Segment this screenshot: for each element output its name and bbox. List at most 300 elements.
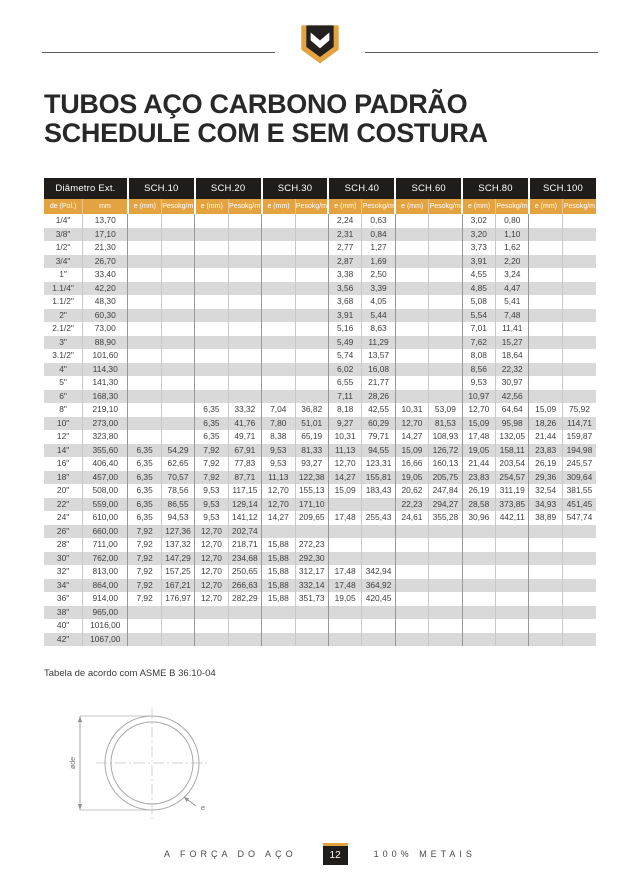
cell bbox=[128, 255, 161, 269]
cell bbox=[228, 241, 261, 255]
cell: 7,92 bbox=[195, 457, 228, 471]
cell bbox=[195, 309, 228, 323]
cell: 8,18 bbox=[328, 403, 361, 417]
cell bbox=[195, 390, 228, 404]
cell bbox=[128, 349, 161, 363]
cell: 965,00 bbox=[83, 606, 128, 620]
cell bbox=[529, 228, 562, 242]
cell: 312,17 bbox=[295, 565, 328, 579]
cell: 12,70 bbox=[195, 525, 228, 539]
cell: 21,44 bbox=[462, 457, 495, 471]
cell bbox=[562, 336, 596, 350]
cell: 3/4" bbox=[55, 255, 71, 266]
cell bbox=[195, 295, 228, 309]
cell bbox=[295, 376, 328, 390]
cell: 219,10 bbox=[83, 403, 128, 417]
cell bbox=[295, 322, 328, 336]
cell bbox=[228, 268, 261, 282]
cell bbox=[161, 228, 194, 242]
cell: 78,56 bbox=[161, 484, 194, 498]
cell bbox=[295, 214, 328, 228]
cell: 88,90 bbox=[83, 336, 128, 350]
cell: 4,05 bbox=[362, 295, 395, 309]
cell: 3,56 bbox=[328, 282, 361, 296]
cell: 62,65 bbox=[161, 457, 194, 471]
cell bbox=[529, 565, 562, 579]
cell: 8,08 bbox=[462, 349, 495, 363]
cell bbox=[529, 376, 562, 390]
cell bbox=[395, 241, 428, 255]
cell bbox=[195, 376, 228, 390]
cell: 141,12 bbox=[228, 511, 261, 525]
cell: 23,83 bbox=[529, 444, 562, 458]
cell: 1.1/2" bbox=[52, 296, 74, 306]
cell: 126,72 bbox=[429, 444, 462, 458]
cell: 273,00 bbox=[83, 417, 128, 431]
table-row bbox=[44, 214, 596, 228]
divider-left bbox=[42, 52, 275, 53]
cell: 309,64 bbox=[562, 471, 596, 485]
cell: 24,61 bbox=[395, 511, 428, 525]
cell: 28,58 bbox=[462, 498, 495, 512]
cell: 81,53 bbox=[429, 417, 462, 431]
cell: 6,35 bbox=[195, 403, 228, 417]
cell bbox=[262, 295, 295, 309]
cell: 86,55 bbox=[161, 498, 194, 512]
cell bbox=[395, 579, 428, 593]
cell: 6,35 bbox=[195, 430, 228, 444]
cell bbox=[262, 282, 295, 296]
cell: 65,19 bbox=[295, 430, 328, 444]
cell bbox=[562, 390, 596, 404]
cell bbox=[529, 322, 562, 336]
cell bbox=[562, 376, 596, 390]
cell: 36,82 bbox=[295, 403, 328, 417]
cell bbox=[529, 633, 562, 647]
sub-header: e (mm) bbox=[462, 199, 495, 214]
cell bbox=[328, 633, 361, 647]
cell: 245,57 bbox=[562, 457, 596, 471]
cell bbox=[395, 228, 428, 242]
cell bbox=[161, 295, 194, 309]
cell: 7,92 bbox=[128, 538, 161, 552]
cell: 21,44 bbox=[529, 430, 562, 444]
cell bbox=[295, 268, 328, 282]
cell: 26,70 bbox=[83, 255, 128, 269]
cell: 147,29 bbox=[161, 552, 194, 566]
cell: 6,02 bbox=[328, 363, 361, 377]
cell bbox=[562, 606, 596, 620]
cell: 6,35 bbox=[128, 444, 161, 458]
cell: 19,05 bbox=[328, 592, 361, 606]
cell: 3,20 bbox=[462, 228, 495, 242]
cell bbox=[195, 282, 228, 296]
cell: 813,00 bbox=[83, 565, 128, 579]
cell bbox=[395, 282, 428, 296]
sub-header: mm bbox=[83, 199, 128, 214]
table-row bbox=[44, 619, 596, 633]
cell bbox=[395, 349, 428, 363]
cell: 81,33 bbox=[295, 444, 328, 458]
cell: 4,85 bbox=[462, 282, 495, 296]
cell: 14,27 bbox=[262, 511, 295, 525]
cell: 22,32 bbox=[496, 363, 529, 377]
cell bbox=[195, 228, 228, 242]
cell bbox=[462, 565, 495, 579]
cell: 203,54 bbox=[496, 457, 529, 471]
cell bbox=[562, 349, 596, 363]
cell: 7,04 bbox=[262, 403, 295, 417]
cell bbox=[395, 336, 428, 350]
cell bbox=[395, 268, 428, 282]
cell bbox=[228, 228, 261, 242]
cell bbox=[562, 268, 596, 282]
cell: 1067,00 bbox=[83, 633, 128, 647]
cell: 0,84 bbox=[362, 228, 395, 242]
cell bbox=[562, 241, 596, 255]
table-row bbox=[44, 606, 596, 620]
cell: 54,29 bbox=[161, 444, 194, 458]
cell: 10,31 bbox=[395, 403, 428, 417]
schedule-table bbox=[44, 178, 596, 646]
cell: 442,11 bbox=[496, 511, 529, 525]
diameter-dimension-label: øde bbox=[70, 756, 77, 770]
sub-header-row bbox=[44, 199, 596, 214]
footer-slogan-left: A FORÇA DO AÇO bbox=[164, 849, 297, 859]
thickness-leader-label: e bbox=[201, 805, 205, 812]
cell bbox=[529, 525, 562, 539]
cell bbox=[529, 363, 562, 377]
sub-header: e (mm) bbox=[328, 199, 361, 214]
cell bbox=[228, 349, 261, 363]
cell: 36" bbox=[56, 593, 70, 603]
cell bbox=[295, 525, 328, 539]
cell: 21,30 bbox=[83, 241, 128, 255]
cell bbox=[295, 255, 328, 269]
cell bbox=[262, 363, 295, 377]
cell: 7,92 bbox=[128, 579, 161, 593]
cell: 3,91 bbox=[328, 309, 361, 323]
cell: 64,64 bbox=[496, 403, 529, 417]
cell: 137,32 bbox=[161, 538, 194, 552]
cell bbox=[295, 619, 328, 633]
metais-shield-logo-icon bbox=[297, 14, 343, 74]
cell: 6,35 bbox=[128, 471, 161, 485]
page-number-badge: 12 bbox=[323, 843, 348, 865]
cell: 2" bbox=[59, 309, 67, 320]
cell: 7,92 bbox=[128, 565, 161, 579]
cell bbox=[562, 525, 596, 539]
cell bbox=[262, 309, 295, 323]
cell: 51,01 bbox=[295, 417, 328, 431]
cell: 87,71 bbox=[228, 471, 261, 485]
cell bbox=[496, 525, 529, 539]
cell bbox=[228, 363, 261, 377]
cell: 183,43 bbox=[362, 484, 395, 498]
cell bbox=[195, 606, 228, 620]
cell bbox=[562, 552, 596, 566]
cell: 15,88 bbox=[262, 579, 295, 593]
cell: 547,74 bbox=[562, 511, 596, 525]
group-header: SCH.30 bbox=[262, 178, 329, 199]
cell: 2,31 bbox=[328, 228, 361, 242]
cell: 32,54 bbox=[529, 484, 562, 498]
cell: 34,93 bbox=[529, 498, 562, 512]
table-row bbox=[44, 430, 596, 444]
cell bbox=[128, 606, 161, 620]
table-row bbox=[44, 336, 596, 350]
cell: 250,65 bbox=[228, 565, 261, 579]
cell: 3,38 bbox=[328, 268, 361, 282]
cell bbox=[161, 390, 194, 404]
page-title-line1: TUBOS AÇO CARBONO PADRÃO bbox=[44, 89, 468, 119]
cell: 42,56 bbox=[496, 390, 529, 404]
cell bbox=[262, 228, 295, 242]
cell: 2.1/2" bbox=[52, 323, 74, 333]
group-header: SCH.10 bbox=[128, 178, 195, 199]
cell: 123,31 bbox=[362, 457, 395, 471]
cell: 6,55 bbox=[328, 376, 361, 390]
cell: 202,74 bbox=[228, 525, 261, 539]
cell: 8,38 bbox=[262, 430, 295, 444]
table-row bbox=[44, 255, 596, 269]
cell: 7,01 bbox=[462, 322, 495, 336]
cell bbox=[562, 565, 596, 579]
cell bbox=[161, 309, 194, 323]
group-header: SCH.100 bbox=[529, 178, 596, 199]
cell: 18,26 bbox=[529, 417, 562, 431]
cell bbox=[195, 268, 228, 282]
cell: 79,71 bbox=[362, 430, 395, 444]
cell: 1" bbox=[59, 269, 67, 279]
cell bbox=[529, 349, 562, 363]
cell bbox=[328, 606, 361, 620]
cell: 3/8" bbox=[55, 228, 71, 239]
cell bbox=[395, 606, 428, 620]
table-row bbox=[44, 471, 596, 485]
cell: 114,30 bbox=[83, 363, 128, 377]
cell bbox=[161, 322, 194, 336]
cell bbox=[228, 336, 261, 350]
cell: 22,23 bbox=[395, 498, 428, 512]
cell: 20,62 bbox=[395, 484, 428, 498]
sub-header: e (mm) bbox=[128, 199, 161, 214]
table-row bbox=[44, 322, 596, 336]
cell: 7,92 bbox=[128, 525, 161, 539]
cell bbox=[429, 552, 462, 566]
cell: 266,63 bbox=[228, 579, 261, 593]
cell bbox=[429, 282, 462, 296]
cell bbox=[496, 538, 529, 552]
cell: 38,89 bbox=[529, 511, 562, 525]
cell: 5,44 bbox=[362, 309, 395, 323]
cell: 93,27 bbox=[295, 457, 328, 471]
sub-header: e (mm) bbox=[195, 199, 228, 214]
cell: 101,60 bbox=[83, 349, 128, 363]
cell bbox=[395, 309, 428, 323]
cell: 8,63 bbox=[362, 322, 395, 336]
cell bbox=[429, 579, 462, 593]
cell: 159,87 bbox=[562, 430, 596, 444]
cell: 176,97 bbox=[161, 592, 194, 606]
cell: 15,88 bbox=[262, 552, 295, 566]
cell: 29,36 bbox=[529, 471, 562, 485]
cell: 4" bbox=[59, 363, 67, 374]
pipe-cross-section-drawing bbox=[62, 705, 232, 823]
cell: 272,23 bbox=[295, 538, 328, 552]
table-row bbox=[44, 309, 596, 323]
cell: 127,36 bbox=[161, 525, 194, 539]
table-row bbox=[44, 565, 596, 579]
cell bbox=[429, 606, 462, 620]
schedule-table-wrap bbox=[44, 178, 596, 646]
cell bbox=[529, 336, 562, 350]
cell: 1,27 bbox=[362, 241, 395, 255]
cell: 12,70 bbox=[328, 457, 361, 471]
cell: 4,55 bbox=[462, 268, 495, 282]
cell bbox=[362, 538, 395, 552]
cell: 247,84 bbox=[429, 484, 462, 498]
cell: 3,02 bbox=[462, 214, 495, 228]
cell bbox=[395, 565, 428, 579]
cell: 10,31 bbox=[328, 430, 361, 444]
cell bbox=[429, 363, 462, 377]
cell bbox=[562, 309, 596, 323]
cell bbox=[395, 633, 428, 647]
sub-header: e (mm) bbox=[262, 199, 295, 214]
cell: 41,76 bbox=[228, 417, 261, 431]
cell bbox=[228, 295, 261, 309]
cell bbox=[462, 592, 495, 606]
cell: 6,35 bbox=[128, 457, 161, 471]
cell: 12,70 bbox=[195, 579, 228, 593]
cell: 17,48 bbox=[328, 565, 361, 579]
cell bbox=[529, 390, 562, 404]
cell: 7,92 bbox=[128, 592, 161, 606]
cell bbox=[362, 525, 395, 539]
cell: 2,50 bbox=[362, 268, 395, 282]
cell: 3,68 bbox=[328, 295, 361, 309]
cell bbox=[562, 282, 596, 296]
cell: 5,74 bbox=[328, 349, 361, 363]
cell bbox=[429, 376, 462, 390]
cell bbox=[429, 228, 462, 242]
cell: 559,00 bbox=[83, 498, 128, 512]
table-row bbox=[44, 376, 596, 390]
cell: 73,00 bbox=[83, 322, 128, 336]
cell: 168,30 bbox=[83, 390, 128, 404]
cell: 95,98 bbox=[496, 417, 529, 431]
cell: 0,63 bbox=[362, 214, 395, 228]
cell: 9,53 bbox=[262, 444, 295, 458]
table-row bbox=[44, 538, 596, 552]
cell bbox=[395, 376, 428, 390]
cell: 9,53 bbox=[195, 484, 228, 498]
cell: 155,81 bbox=[362, 471, 395, 485]
cell bbox=[262, 322, 295, 336]
cell bbox=[429, 349, 462, 363]
cell bbox=[161, 336, 194, 350]
cell bbox=[228, 282, 261, 296]
cell: 9,53 bbox=[195, 511, 228, 525]
cell: 9,53 bbox=[262, 457, 295, 471]
cell: 18" bbox=[56, 471, 70, 482]
cell: 12,70 bbox=[195, 592, 228, 606]
cell bbox=[395, 214, 428, 228]
cell: 42,55 bbox=[362, 403, 395, 417]
cell: 157,25 bbox=[161, 565, 194, 579]
cell: 294,27 bbox=[429, 498, 462, 512]
cell bbox=[262, 349, 295, 363]
cell bbox=[161, 214, 194, 228]
cell: 171,10 bbox=[295, 498, 328, 512]
cell bbox=[161, 417, 194, 431]
cell bbox=[562, 228, 596, 242]
cell: 16" bbox=[56, 458, 70, 468]
cell: 9,53 bbox=[195, 498, 228, 512]
cell: 9,53 bbox=[462, 376, 495, 390]
cell: 282,29 bbox=[228, 592, 261, 606]
table-row bbox=[44, 592, 596, 606]
cell: 19,05 bbox=[462, 444, 495, 458]
cell: 355,60 bbox=[83, 444, 128, 458]
cell: 49,71 bbox=[228, 430, 261, 444]
cell: 6,35 bbox=[128, 484, 161, 498]
cell: 5,08 bbox=[462, 295, 495, 309]
cell bbox=[228, 309, 261, 323]
cell bbox=[161, 403, 194, 417]
cell: 255,43 bbox=[362, 511, 395, 525]
cell: 114,71 bbox=[562, 417, 596, 431]
cell: 457,00 bbox=[83, 471, 128, 485]
cell: 218,71 bbox=[228, 538, 261, 552]
cell bbox=[562, 295, 596, 309]
cell: 12,70 bbox=[262, 498, 295, 512]
cell: 122,38 bbox=[295, 471, 328, 485]
cell bbox=[295, 390, 328, 404]
cell: 42" bbox=[56, 633, 70, 644]
cell: 16,08 bbox=[362, 363, 395, 377]
cell bbox=[195, 241, 228, 255]
cell bbox=[161, 376, 194, 390]
cell: 342,94 bbox=[362, 565, 395, 579]
cell: 6,35 bbox=[195, 417, 228, 431]
cell: 12" bbox=[56, 431, 70, 441]
cell: 33,32 bbox=[228, 403, 261, 417]
cell bbox=[161, 268, 194, 282]
cell bbox=[128, 390, 161, 404]
cell: 864,00 bbox=[83, 579, 128, 593]
cell bbox=[161, 282, 194, 296]
cell bbox=[562, 538, 596, 552]
cell: 451,45 bbox=[562, 498, 596, 512]
cell bbox=[262, 525, 295, 539]
sub-header: Pesokg/m bbox=[429, 199, 462, 214]
cell: 3,24 bbox=[496, 268, 529, 282]
cell: 15,27 bbox=[496, 336, 529, 350]
cell bbox=[328, 538, 361, 552]
cell: 20" bbox=[56, 485, 70, 495]
cell: 38" bbox=[56, 606, 70, 617]
cell bbox=[128, 363, 161, 377]
cell bbox=[295, 228, 328, 242]
cell bbox=[362, 633, 395, 647]
cell: 1,62 bbox=[496, 241, 529, 255]
group-header: Diâmetro Ext. bbox=[44, 178, 128, 199]
cell bbox=[462, 606, 495, 620]
cell: 292,30 bbox=[295, 552, 328, 566]
cell bbox=[496, 552, 529, 566]
